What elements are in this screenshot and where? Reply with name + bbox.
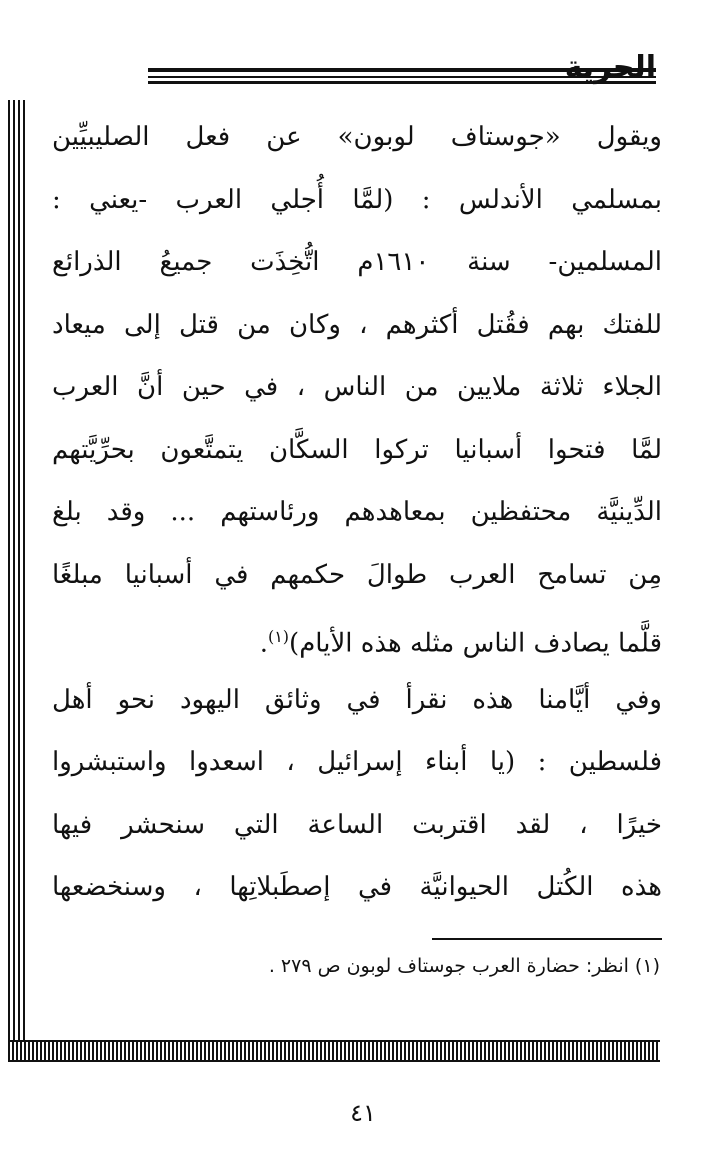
- line-end-period: .: [259, 628, 268, 659]
- bottom-border-ornament: [8, 1040, 660, 1062]
- body-text: [52, 106, 662, 919]
- text-line: الدِّينيَّة محتفظين بمعاهدهم ورئاستهم ... وقد بلغ: [52, 497, 662, 527]
- text-line: هذه الكُتل الحيوانيَّة في إصطَبلاتِها ، وسنخضعها: [52, 872, 662, 902]
- header-rule: [148, 68, 656, 72]
- left-border-ornament: [8, 100, 28, 1042]
- text-line: وفي أيَّامنا هذه نقرأ في وثائق اليهود نحو أهل: [52, 684, 662, 715]
- text-line-content: قلَّما يصادف الناس مثله هذه الأيام): [289, 628, 662, 659]
- footnote-reference[interactable]: (١): [267, 627, 290, 646]
- text-line: الجلاء ثلاثة ملايين من الناس ، في حين أنَّ العرب: [52, 372, 662, 402]
- text-line: للفتك بهم فقُتل أكثرهم ، وكان من قتل إلى ميعاد: [52, 309, 662, 340]
- footnote: (١) انظر: حضارة العرب جوستاف لوبون ص ٢٧٩ .: [268, 955, 660, 977]
- text-line: بمسلمي الأندلس : (لمَّا أُجلي العرب -يعني :: [52, 184, 662, 215]
- text-line: مِن تسامح العرب طوالَ حكمهم في أسبانيا مبلغًا: [52, 559, 662, 590]
- header-rule: [148, 76, 656, 78]
- header-rule: [148, 81, 656, 84]
- text-line: فلسطين : (يا أبناء إسرائيل ، اسعدوا واستبشروا: [52, 747, 662, 777]
- footnote-separator: [432, 938, 662, 940]
- page-number: ٤١: [350, 1099, 376, 1127]
- text-line: ويقول «جوستاف لوبون» عن فعل الصليبيِّين: [52, 122, 662, 152]
- text-line: [52, 606, 662, 669]
- text-line: لمَّا فتحوا أسبانيا تركوا السكَّان يتمتَّعون بحرِّيَّتهم: [52, 434, 662, 465]
- text-line: خيرًا ، لقد اقتربت الساعة التي سنحشر فيها: [52, 809, 662, 840]
- text-line: المسلمين- سنة ١٦١٠م اتُّخِذَت جميعُ الذرائع: [52, 247, 662, 277]
